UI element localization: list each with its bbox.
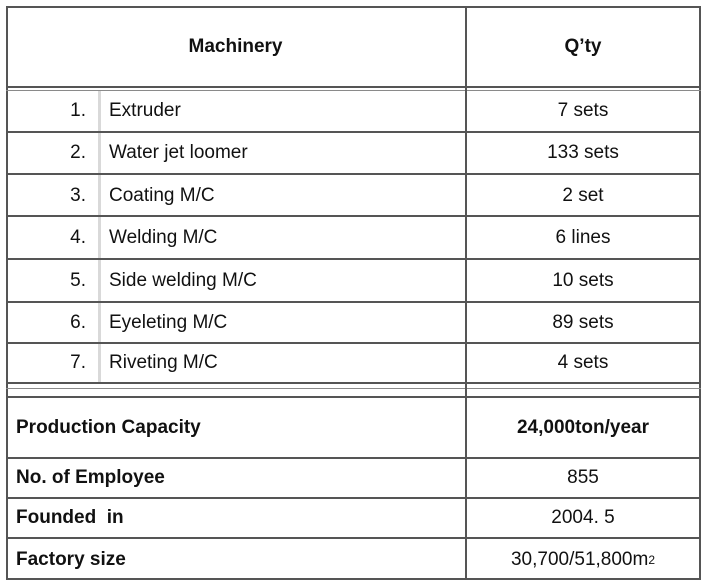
table-row xyxy=(6,344,701,382)
table-row xyxy=(6,175,701,217)
machine-qty: 7 sets xyxy=(557,100,609,121)
machine-name: Side welding M/C xyxy=(98,260,465,302)
machine-name: Riveting M/C xyxy=(98,344,465,382)
production-capacity-label: Production Capacity xyxy=(16,417,201,438)
info-row-factory-size xyxy=(6,539,701,580)
row-number: 2. xyxy=(70,142,86,163)
row-number: 3. xyxy=(70,185,86,206)
employees-value: 855 xyxy=(567,467,599,488)
employees-label: No. of Employee xyxy=(16,467,165,488)
qty-header: Q’ty xyxy=(564,36,602,57)
factory-info-table xyxy=(6,6,701,580)
production-capacity-value: 24,000ton/year xyxy=(516,417,650,438)
machinery-header: Machinery xyxy=(188,36,283,57)
machine-qty: 89 sets xyxy=(552,312,614,333)
machine-name: Welding M/C xyxy=(98,217,465,259)
factory-size-value xyxy=(465,539,701,580)
table-row xyxy=(6,217,701,259)
row-number: 7. xyxy=(70,352,86,373)
info-row-production-capacity xyxy=(6,398,701,458)
row-number: 5. xyxy=(70,270,86,291)
factory-size-label: Factory size xyxy=(16,548,126,570)
factory-size-unit-exponent: 2 xyxy=(648,552,656,567)
founded-value: 2004. 5 xyxy=(551,507,615,528)
row-number: 1. xyxy=(70,100,86,121)
header-row xyxy=(6,6,701,88)
machine-qty: 10 sets xyxy=(552,270,614,291)
row-divider xyxy=(6,382,701,384)
row-number: 4. xyxy=(70,227,86,248)
machine-qty: 6 lines xyxy=(555,227,611,248)
header-divider xyxy=(6,86,701,88)
spacer-line xyxy=(6,388,701,389)
machine-name: Extruder xyxy=(98,91,465,131)
info-row-employees xyxy=(6,459,701,497)
machine-name: Coating M/C xyxy=(98,175,465,217)
info-row-founded xyxy=(6,499,701,537)
founded-label: Founded in xyxy=(16,507,124,528)
machine-qty: 133 sets xyxy=(547,142,619,163)
table-row xyxy=(6,303,701,343)
row-number: 6. xyxy=(70,312,86,333)
machine-qty: 4 sets xyxy=(557,352,609,373)
factory-size-number: 30,700/51,800m xyxy=(510,548,649,570)
machine-name: Water jet loomer xyxy=(98,133,465,173)
table-row xyxy=(6,91,701,131)
machine-qty: 2 set xyxy=(562,185,604,206)
table-row xyxy=(6,133,701,173)
machine-name: Eyeleting M/C xyxy=(98,303,465,343)
table-row xyxy=(6,260,701,302)
